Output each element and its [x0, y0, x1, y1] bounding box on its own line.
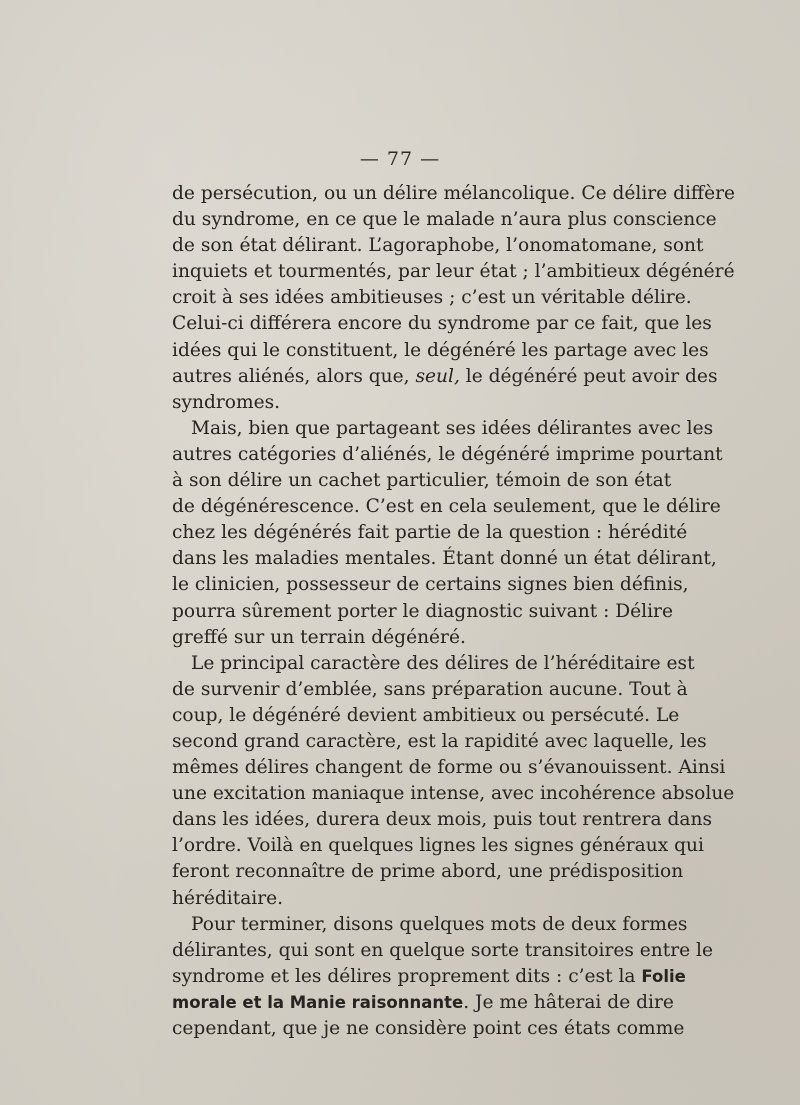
text-line — [172, 364, 718, 390]
bold-text: Folie — [641, 966, 686, 986]
text-line: dans les maladies mentales. Étant donné un état délirant, — [172, 548, 717, 570]
text-line: syndromes. — [172, 391, 281, 413]
page-number: — 77 — — [359, 148, 441, 170]
text-line: une excitation maniaque intense, avec incohérence absolue — [172, 783, 735, 805]
text-line — [172, 990, 674, 1016]
text-line: l’ordre. Voilà en quelques lignes les signes généraux qui — [172, 835, 704, 857]
text-line: de survenir d’emblée, sans préparation aucune. Tout à — [172, 678, 688, 700]
text-line: de son état délirant. L’agoraphobe, l’onomatomane, sont — [172, 235, 704, 257]
text-line: de dégénérescence. C’est en cela seulement, que le délire — [172, 496, 721, 518]
text-line: chez les dégénérés fait partie de la question : hérédité — [172, 522, 688, 544]
text-line — [172, 964, 686, 990]
text-line: inquiets et tourmentés, par leur état ; l’ambitieux dégénéré — [172, 261, 735, 283]
text-segment: . Je me hâterai de dire — [463, 991, 674, 1013]
text-line: idées qui le constituent, le dégénéré les partage avec les — [172, 339, 709, 361]
text-line: autres catégories d’aliénés, le dégénéré imprime pourtant — [172, 443, 723, 465]
body-text — [172, 181, 736, 1042]
bold-text: morale et la Manie raisonnante — [172, 992, 464, 1012]
text-line: coup, le dégénéré devient ambitieux ou persécuté. Le — [172, 704, 680, 726]
text-line: mêmes délires changent de forme ou s’évanouissent. Ainsi — [172, 757, 726, 779]
text-line: Celui-ci différera encore du syndrome par ce fait, que les — [172, 313, 712, 335]
text-line: à son délire un cachet particulier, témoin de son état — [172, 470, 672, 492]
text-line: héréditaire. — [172, 887, 284, 909]
text-line: délirantes, qui sont en quelque sorte transitoires entre le — [172, 939, 714, 961]
text-line: feront reconnaître de prime abord, une prédisposition — [172, 861, 684, 883]
text-line: Pour terminer, disons quelques mots de deux formes — [191, 913, 688, 935]
italic-text: seul, — [415, 365, 460, 387]
text-line: croit à ses idées ambitieuses ; c’est un véritable délire. — [172, 287, 692, 309]
text-segment: le dégénéré peut avoir des — [459, 365, 718, 387]
text-line: dans les idées, durera deux mois, puis tout rentrera dans — [172, 809, 713, 831]
text-segment: autres aliénés, alors que, — [172, 365, 416, 387]
text-line: pourra sûrement porter le diagnostic suivant : Délire — [172, 600, 673, 622]
text-line: de persécution, ou un délire mélancolique. Ce délire diffère — [172, 183, 736, 204]
text-line: Mais, bien que partageant ses idées délirantes avec les — [191, 417, 714, 439]
text-line: cependant, que je ne considère point ces états comme — [172, 1018, 685, 1039]
text-line: greffé sur un terrain dégénéré. — [172, 626, 466, 648]
text-line: le clinicien, possesseur de certains signes bien définis, — [172, 574, 689, 596]
text-line: Le principal caractère des délires de l’héréditaire est — [191, 652, 695, 674]
text-segment: syndrome et les délires proprement dits : c’est la — [172, 965, 642, 987]
text-line: second grand caractère, est la rapidité avec laquelle, les — [172, 730, 707, 752]
text-line: du syndrome, en ce que le malade n’aura plus conscience — [172, 209, 717, 231]
